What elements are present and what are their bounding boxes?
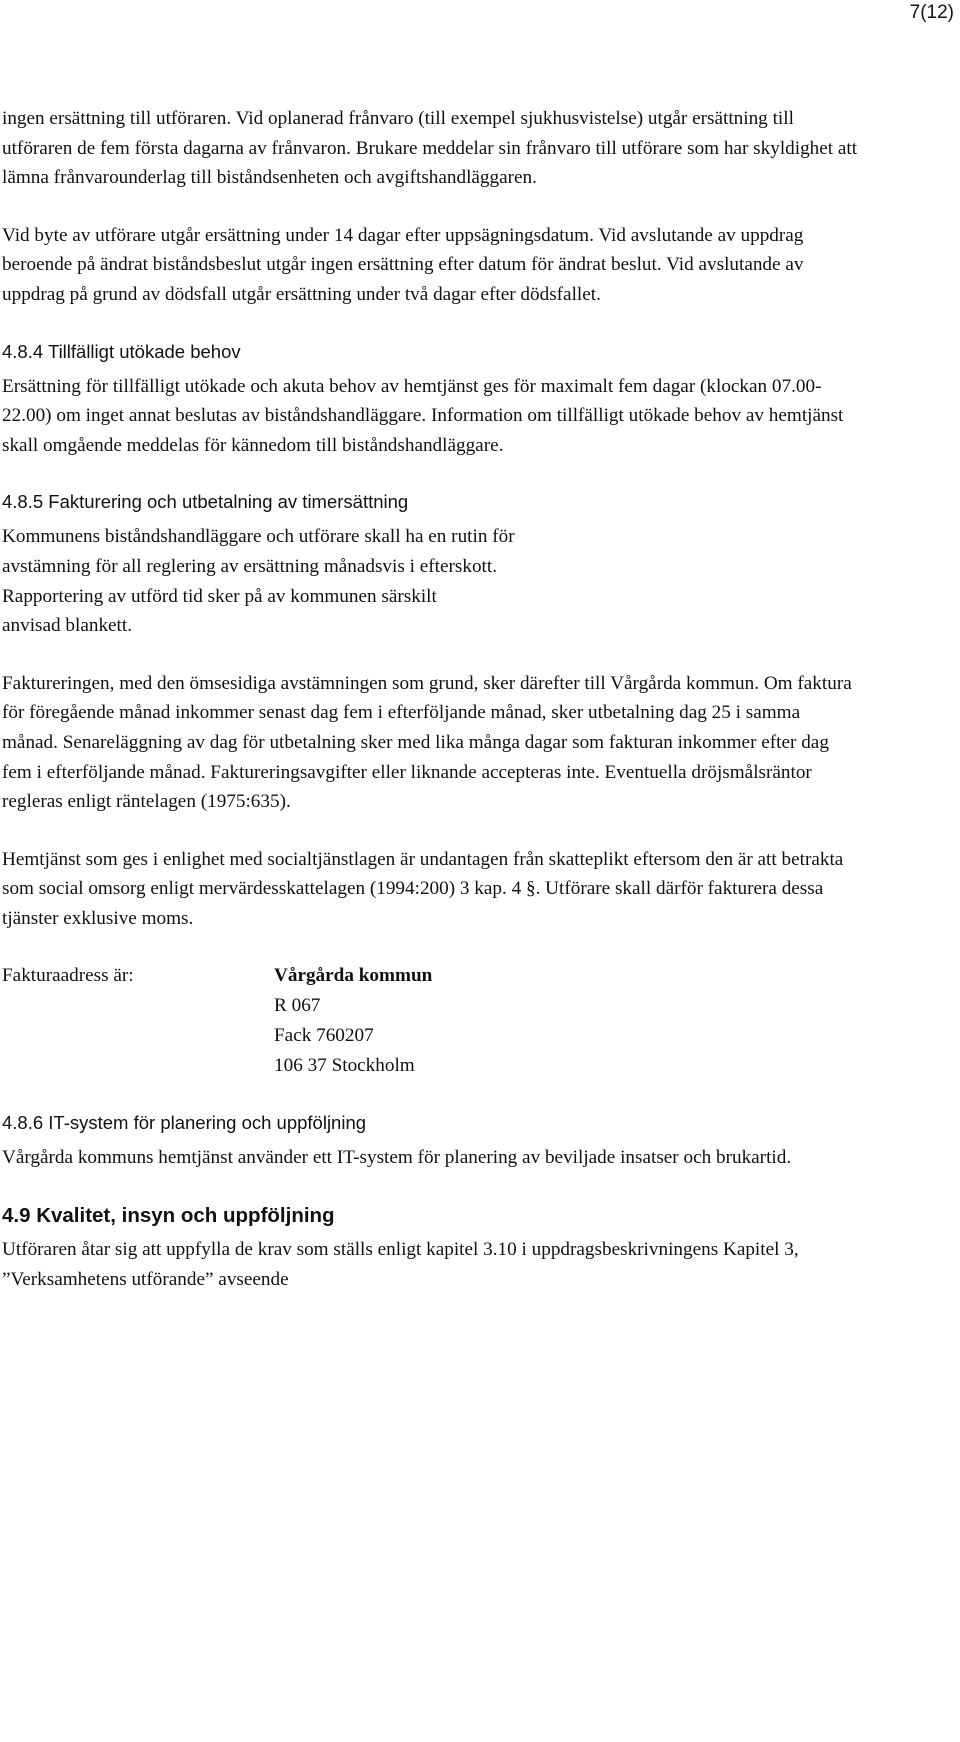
paragraph-vat: Hemtjänst som ges i enlighet med socialtjänstlagen är undantagen från skatteplikt eftersom den är att betrakta som social omsorg enligt mervärdesskattelagen (1994:200) 3 kap. 4 §. Utförare skall därför fakturera dessa tjänster exklusive moms.	[2, 848, 844, 929]
invoice-address-label: Fakturaadress är:	[2, 965, 134, 987]
section-text-4-8-6: Vårgårda kommuns hemtjänst använder ett IT-system för planering av beviljade insatser och brukartid.	[2, 1147, 792, 1169]
section-4-8-4	[2, 340, 860, 461]
paragraph-reconciliation	[2, 522, 860, 640]
section-4-9	[2, 1203, 860, 1294]
address-line: R 067	[274, 995, 321, 1017]
section-heading-4-8-4: 4.8.4 Tillfälligt utökade behov	[2, 340, 241, 362]
section-text-4-9: Utföraren åtar sig att uppfylla de krav som ställs enligt kapitel 3.10 i uppdragsbeskrivningens Kapitel 3, ”Verksamhetens utförande” avseende	[2, 1239, 799, 1290]
paragraph-absence: ingen ersättning till utföraren. Vid oplanerad frånvaro (till exempel sjukhusvistelse) utgår ersättning till utföraren de fem första dagarna av frånvaron. Brukare meddelar sin frånvaro till utförare som har skyldighet att lämna frånvarounderlag till biståndsenheten och avgiftshandläggaren.	[2, 108, 858, 189]
section-heading-4-8-6: 4.8.6 IT-system för planering och uppföljning	[2, 1112, 367, 1134]
invoice-address	[274, 961, 432, 1081]
section-heading-4-9: 4.9 Kvalitet, insyn och uppföljning	[2, 1204, 335, 1228]
section-4-8-6	[2, 1111, 860, 1173]
paragraph-provider-change: Vid byte av utförare utgår ersättning under 14 dagar efter uppsägningsdatum. Vid avslutande av uppdrag beroende på ändrat biståndsbeslut utgår ingen ersättning efter datum för ändrat beslut. Vid avslutande av uppdrag på grund av dödsfall utgår ersättning under två dagar efter dödsfallet.	[2, 224, 804, 305]
reconciliation-line: avstämning för all reglering av ersättning månadsvis i efterskott.	[2, 555, 498, 577]
section-heading-4-8-5: 4.8.5 Fakturering och utbetalning av timersättning	[2, 491, 409, 513]
section-4-8-5	[2, 490, 860, 1081]
reconciliation-line: Rapportering av utförd tid sker på av kommunen särskilt	[2, 585, 437, 607]
paragraph-invoicing: Faktureringen, med den ömsesidiga avstämningen som grund, sker därefter till Vårgårda kommun. Om faktura för föregående månad inkommer senast dag fem i efterföljande månad, sker utbetalning dag 25 i samma månad. Senareläggning av dag för utbetalning sker med lika många dagar som fakturan inkommer efter dag fem i efterföljande månad. Faktureringsavgifter eller liknande accepteras inte. Eventuella dröjsmålsräntor regleras enligt räntelagen (1975:635).	[2, 672, 852, 813]
address-line: Fack 760207	[274, 1025, 374, 1047]
reconciliation-line: Kommunens biståndshandläggare och utförare skall ha en rutin för	[2, 526, 515, 548]
document-body	[0, 104, 860, 1294]
section-text-4-8-4: Ersättning för tillfälligt utökade och akuta behov av hemtjänst ges för maximalt fem dagar (klockan 07.00-22.00) om inget annat beslutas av biståndshandläggare. Information om tillfälligt utökade behov av hemtjänst skall omgående meddelas för kännedom till biståndshandläggare.	[2, 375, 844, 456]
invoice-address-block	[2, 961, 860, 1081]
address-line: 106 37 Stockholm	[274, 1055, 415, 1077]
page-number: 7(12)	[909, 2, 954, 23]
reconciliation-line: anvisad blankett.	[2, 615, 133, 637]
address-name: Vårgårda kommun	[274, 965, 433, 987]
